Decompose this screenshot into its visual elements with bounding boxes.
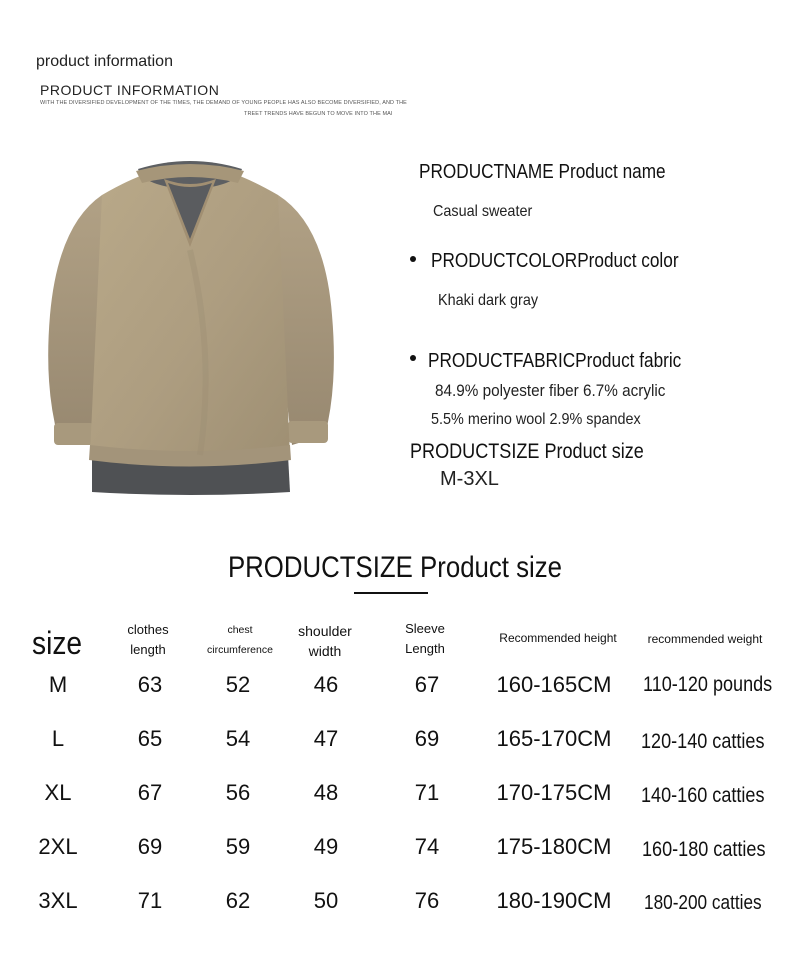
cell-length: 63 bbox=[137, 672, 163, 697]
cell-size: 2XL bbox=[38, 834, 78, 859]
cell-shoulder: 50 bbox=[313, 888, 339, 913]
cell-weight: 160-180 catties bbox=[642, 838, 766, 861]
header-tagline-2: TREET TRENDS HAVE BEGUN TO MOVE INTO THE MAI bbox=[244, 111, 393, 117]
bullet-icon bbox=[410, 256, 416, 262]
cell-sleeve: 67 bbox=[414, 672, 440, 697]
product-name-value: Casual sweater bbox=[433, 203, 533, 220]
cell-chest: 52 bbox=[225, 672, 251, 697]
cell-chest: 56 bbox=[225, 780, 251, 805]
product-size-heading: PRODUCTSIZE Product size bbox=[410, 440, 644, 463]
cell-length: 71 bbox=[137, 888, 163, 913]
product-color-heading: PRODUCTCOLORProduct color bbox=[431, 250, 679, 272]
cell-sleeve: 71 bbox=[414, 780, 440, 805]
product-fabric-value-1: 84.9% polyester fiber 6.7% acrylic bbox=[435, 381, 666, 400]
cell-chest: 59 bbox=[225, 834, 251, 859]
product-color-value: Khaki dark gray bbox=[438, 292, 539, 309]
cell-length: 69 bbox=[137, 834, 163, 859]
cell-weight: 120-140 catties bbox=[641, 730, 765, 753]
cell-chest: 54 bbox=[225, 726, 251, 751]
cell-height: 180-190CM bbox=[496, 888, 612, 913]
header-tagline-1: WITH THE DIVERSIFIED DEVELOPMENT OF THE TIMES, THE DEMAND OF YOUNG PEOPLE HAS ALSO BECOME DIVERSIFIED, AND THE bbox=[40, 100, 407, 106]
header-chest-circumference: chest circumference bbox=[207, 624, 273, 656]
cell-weight: 180-200 catties bbox=[644, 892, 762, 914]
cell-sleeve: 76 bbox=[414, 888, 440, 913]
header-shoulder-width: shoulder width bbox=[298, 623, 352, 659]
cell-shoulder: 47 bbox=[313, 726, 339, 751]
header-sleeve-length: Sleeve Length bbox=[405, 621, 445, 656]
header-recommended-weight: recommended weight bbox=[647, 632, 763, 646]
title-underline bbox=[354, 592, 428, 594]
cell-height: 165-170CM bbox=[496, 726, 612, 751]
product-size-value: M-3XL bbox=[440, 468, 499, 490]
bullet-icon bbox=[410, 355, 416, 361]
cell-weight: 140-160 catties bbox=[641, 784, 765, 807]
cell-height: 160-165CM bbox=[496, 672, 612, 697]
product-fabric-value-2: 5.5% merino wool 2.9% spandex bbox=[431, 411, 641, 428]
cell-height: 175-180CM bbox=[496, 834, 612, 859]
cell-length: 65 bbox=[137, 726, 163, 751]
cell-shoulder: 48 bbox=[313, 780, 339, 805]
header-size: size bbox=[32, 625, 83, 661]
header-recommended-height: Recommended height bbox=[499, 631, 617, 645]
cell-height: 170-175CM bbox=[496, 780, 612, 805]
header-big-title: PRODUCT INFORMATION bbox=[40, 82, 220, 98]
cell-length: 67 bbox=[137, 780, 163, 805]
size-table-title: PRODUCTSIZE Product size bbox=[227, 551, 563, 584]
header-small-title: product information bbox=[36, 53, 173, 70]
product-fabric-heading: PRODUCTFABRICProduct fabric bbox=[428, 350, 682, 372]
product-image bbox=[40, 155, 345, 500]
cell-size: 3XL bbox=[38, 888, 78, 913]
cell-size: XL bbox=[44, 780, 72, 805]
cell-sleeve: 69 bbox=[414, 726, 440, 751]
cell-weight: 110-120 pounds bbox=[643, 673, 773, 696]
cell-shoulder: 46 bbox=[313, 672, 339, 697]
product-name-heading: PRODUCTNAME Product name bbox=[419, 161, 666, 183]
cell-sleeve: 74 bbox=[414, 834, 440, 859]
header-clothes-length: clothes length bbox=[127, 622, 169, 657]
cell-shoulder: 49 bbox=[313, 834, 339, 859]
cell-size: L bbox=[51, 726, 65, 751]
cell-chest: 62 bbox=[225, 888, 251, 913]
cell-size: M bbox=[48, 672, 68, 697]
